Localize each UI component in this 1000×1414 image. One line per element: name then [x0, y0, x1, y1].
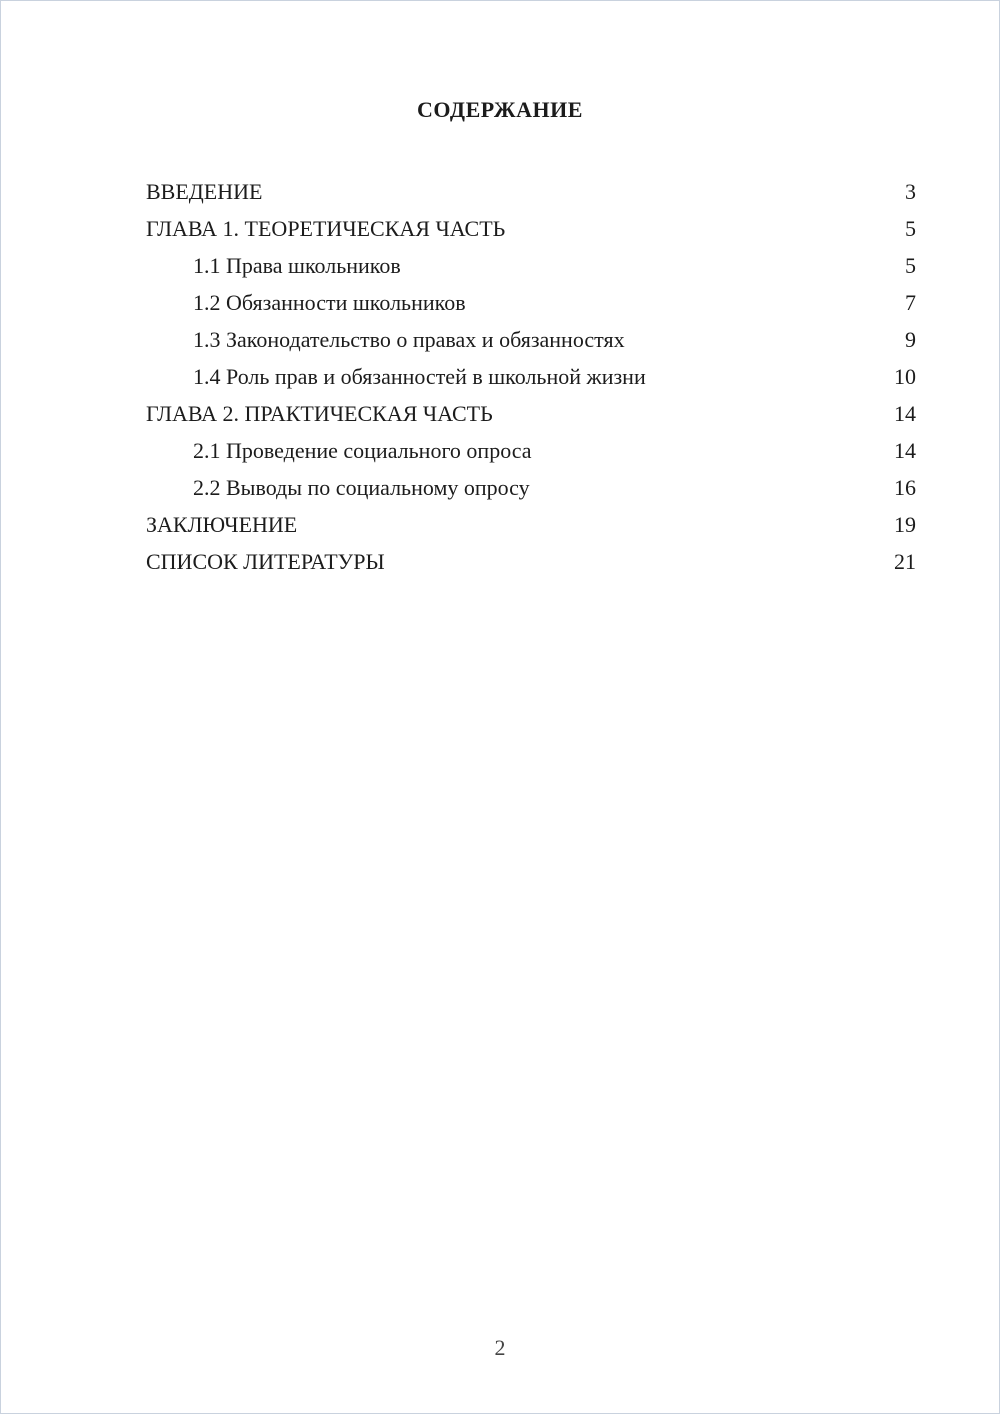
toc-entry [146, 290, 916, 327]
toc-entry-page: 16 [894, 475, 916, 500]
toc-entry [146, 512, 916, 549]
toc-entry [146, 475, 916, 512]
toc-title: СОДЕРЖАНИЕ [417, 97, 583, 122]
toc-entry [146, 179, 916, 216]
toc-entry-label: 1.2 Обязанности школьников [193, 290, 466, 315]
toc-entry [146, 401, 916, 438]
toc-entry [146, 438, 916, 475]
toc-entry [146, 549, 916, 586]
toc-entry [146, 364, 916, 401]
toc-entry-page: 14 [894, 438, 916, 463]
toc-entry-page: 19 [894, 512, 916, 537]
page-number: 2 [494, 1335, 506, 1360]
toc-entry-page: 7 [905, 290, 916, 315]
toc-entry [146, 327, 916, 364]
toc-entry-label: ГЛАВА 2. ПРАКТИЧЕСКАЯ ЧАСТЬ [146, 401, 493, 426]
toc-entry-page: 9 [905, 327, 916, 352]
toc-list [1, 179, 999, 586]
toc-entry-label: ВВЕДЕНИЕ [146, 179, 263, 204]
toc-entry-page: 5 [905, 216, 916, 241]
toc-entry-label: 1.1 Права школьников [193, 253, 401, 278]
toc-entry [146, 216, 916, 253]
toc-entry-page: 5 [905, 253, 916, 278]
toc-entry-label: ЗАКЛЮЧЕНИЕ [146, 512, 298, 537]
toc-entry-page: 3 [905, 179, 916, 204]
toc-entry-label: ГЛАВА 1. ТЕОРЕТИЧЕСКАЯ ЧАСТЬ [146, 216, 506, 241]
toc-entry-label: 1.3 Законодательство о правах и обязанностях [193, 327, 625, 352]
toc-entry-label: 2.1 Проведение социального опроса [193, 438, 532, 463]
toc-entry [146, 253, 916, 290]
toc-entry-page: 10 [894, 364, 916, 389]
toc-entry-page: 21 [894, 549, 916, 574]
toc-entry-label: СПИСОК ЛИТЕРАТУРЫ [146, 549, 385, 574]
toc-entry-label: 1.4 Роль прав и обязанностей в школьной жизни [193, 364, 646, 389]
toc-entry-label: 2.2 Выводы по социальному опросу [193, 475, 530, 500]
toc-entry-page: 14 [894, 401, 916, 426]
